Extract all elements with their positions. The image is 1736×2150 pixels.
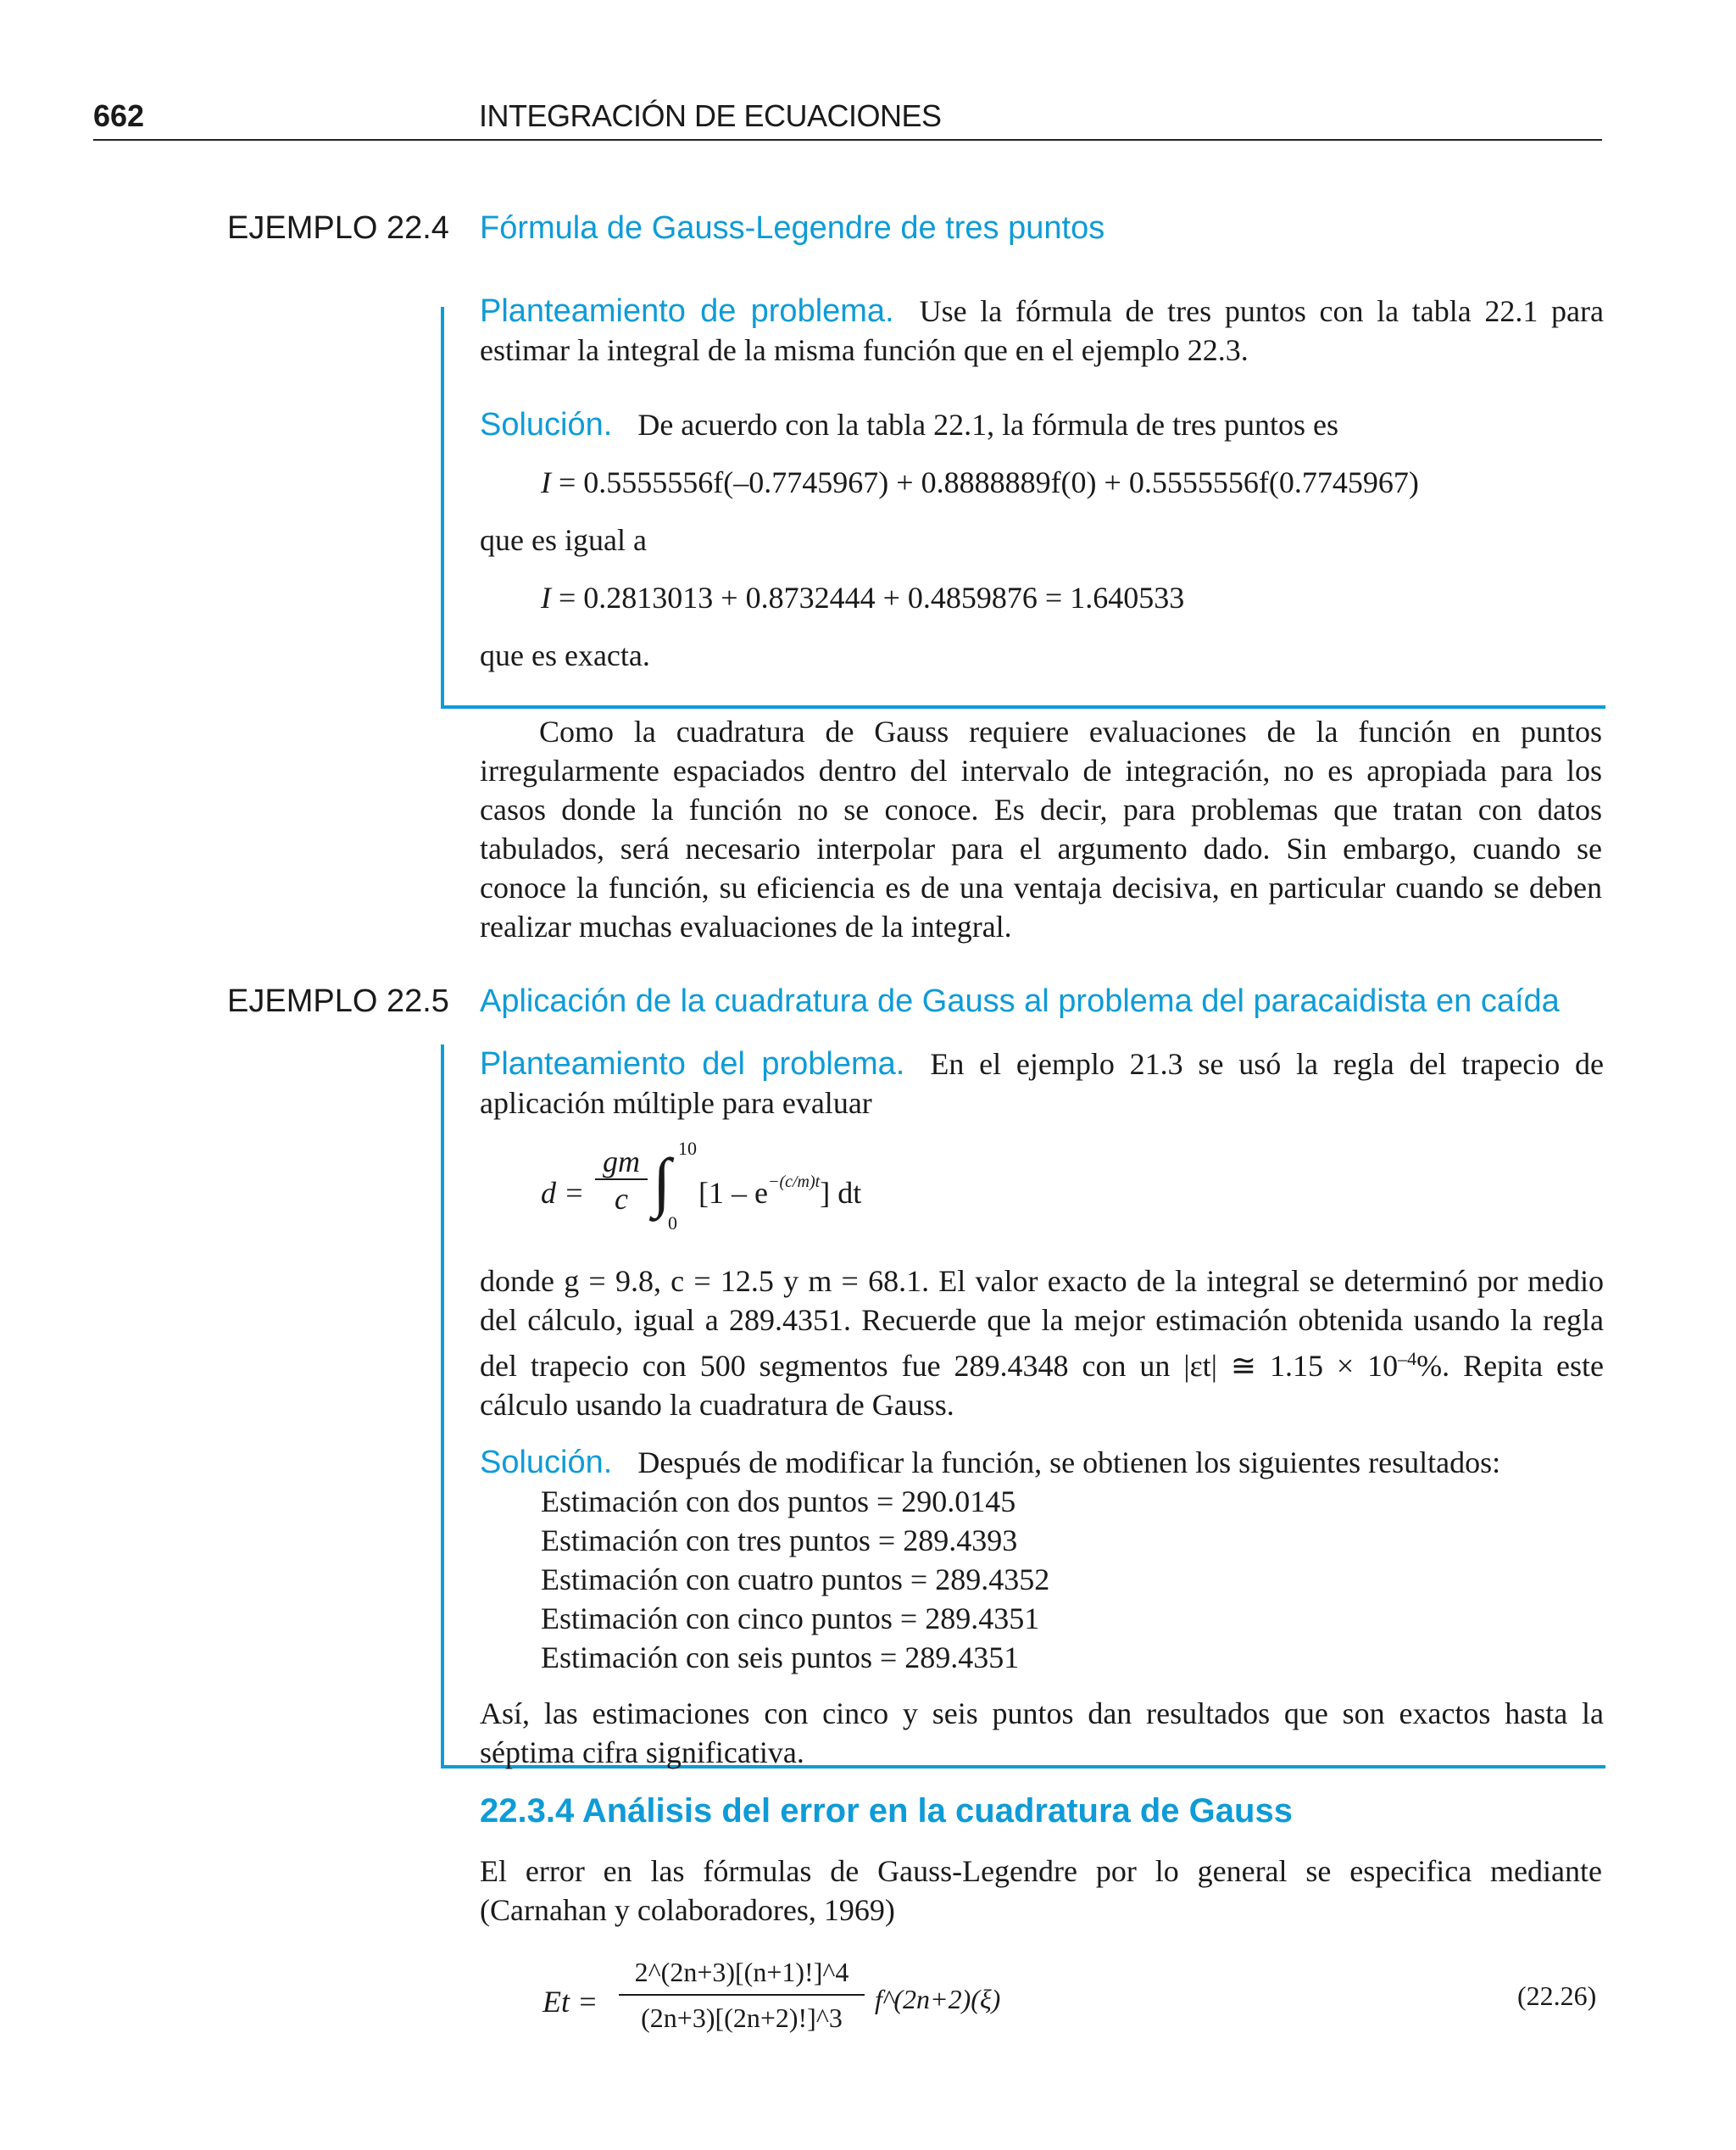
problem-label: Planteamiento del problema.: [480, 1046, 905, 1082]
equation-number: (22.26): [1517, 1980, 1597, 2011]
equal-text: que es igual a: [480, 523, 647, 557]
problem-statement: [480, 292, 1604, 370]
page-header: [93, 95, 1602, 141]
list-item: Estimación con cuatro puntos = 289.4352: [541, 1562, 1050, 1596]
section-heading: 22.3.4 Análisis del error en la cuadratura de Gauss: [480, 1792, 1293, 1830]
page-number: 662: [93, 98, 145, 133]
problem-label: Planteamiento de problema.: [480, 293, 894, 329]
example-title: Aplicación de la cuadratura de Gauss al problema del paracaidista en caída: [480, 983, 1560, 1019]
example-title: Fórmula de Gauss-Legendre de tres puntos: [480, 210, 1105, 246]
results-list: [541, 1482, 1604, 1677]
section-text: El error en las fórmulas de Gauss-Legendre por lo general se especifica mediante (Carnahan y colaboradores, 1969): [480, 1854, 1602, 1927]
fraction: gm c: [595, 1145, 648, 1217]
running-title: INTEGRACIÓN DE ECUACIONES: [479, 98, 942, 133]
conclusion-text: Así, las estimaciones con cinco y seis puntos dan resultados que son exactos hasta la séptima cifra significativa.: [480, 1696, 1604, 1769]
parameters-text: donde g = 9.8, c = 12.5 y m = 68.1. El valor exacto de la integral se determinó por medio del cálculo, igual a 289.4351. Recuerde que la mejor estimación obtenida usando la regla del trapecio con 500 segmentos fue 289.4348 con un |εt| ≅ $1.15 \times 10^{-4}\%$. Repita este cálculo usando la cuadratura de Gauss.: [480, 1264, 1605, 1422]
list-item: Estimación con cinco puntos = 289.4351: [541, 1601, 1040, 1635]
solution-text: De acuerdo con la tabla 22.1, la fórmula de tres puntos es: [637, 408, 1339, 442]
exact-text: que es exacta.: [480, 638, 650, 672]
problem-text: En el ejemplo 21.3 se usó la regla del trapecio de aplicación múltiple para evaluar: [480, 1047, 1604, 1120]
integrand: $[1 - e^{-(c/m)t}]$ dt: [698, 1172, 862, 1210]
equation-three-point: I = 0.5555556f(–0.7745967) + 0.8888889f(0) + 0.5555556f(0.7745967): [541, 465, 1419, 499]
problem-text: Use la fórmula de tres puntos con la tabla 22.1 para estimar la integral de la misma función que en el ejemplo 22.3.: [480, 294, 1604, 367]
equation-result: I = 0.2813013 + 0.8732444 + 0.4859876 = 1.640533: [541, 581, 1185, 615]
solution-text: Después de modificar la función, se obtienen los siguientes resultados:: [637, 1445, 1501, 1479]
example-label: EJEMPLO 22.4: [227, 210, 449, 246]
example-label: EJEMPLO 22.5: [227, 983, 449, 1019]
list-item: Estimación con seis puntos = 289.4351: [541, 1640, 1020, 1674]
integral-equation: d = gm c ∫ 10 0 $[1 - e^{-(c/m)t}]$ dt: [541, 1138, 862, 1234]
solution-label: Solución.: [480, 407, 613, 443]
example-22-5-box: [441, 1044, 1605, 1768]
solution-intro: [480, 1443, 1604, 1482]
solution-intro: [480, 405, 1604, 444]
problem-statement: [480, 1044, 1604, 1122]
example-22-4-box: [441, 293, 1605, 709]
body-paragraph: Como la cuadratura de Gauss requiere evaluaciones de la función en puntos irregularmente espaciados dentro del intervalo de integración, no es apropiada para los casos donde la función no se conoce. Es decir, para problemas que tratan con datos tabulados, será necesario interpolar para el argumento dado. Sin embargo, cuando se conoce la función, su eficiencia es de una ventaja decisiva, en particular cuando se deben realizar muchas evaluaciones de la integral.: [480, 715, 1602, 944]
integral-sign: ∫: [653, 1145, 671, 1218]
solution-label: Solución.: [480, 1445, 613, 1480]
list-item: Estimación con dos puntos = 290.0145: [541, 1484, 1016, 1518]
error-formula: Et = 2^(2n+3)[(n+1)!]^4 (2n+3)[(2n+2)!]^3 f^(2n+2)(ξ): [542, 1950, 1136, 2060]
list-item: Estimación con tres puntos = 289.4393: [541, 1523, 1018, 1557]
formula-fraction: 2^(2n+3)[(n+1)!]^4 (2n+3)[(2n+2)!]^3: [619, 1950, 865, 2040]
